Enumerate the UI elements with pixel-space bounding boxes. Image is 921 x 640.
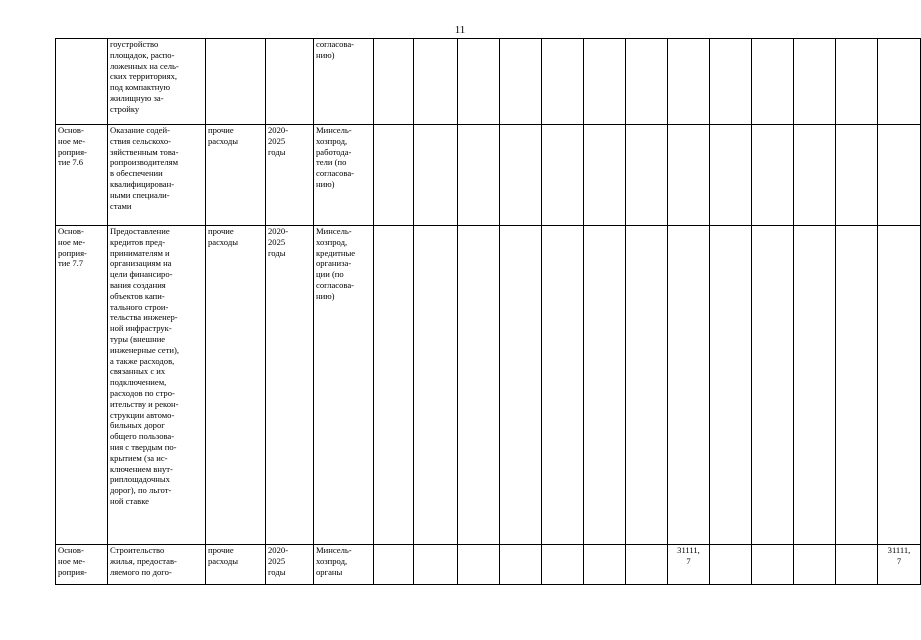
amount-cell bbox=[836, 226, 878, 545]
measure-code-cell: Основ- ное ме- роприя- тие 7.7 bbox=[56, 226, 108, 545]
executor-cell: согласова- нию) bbox=[314, 39, 374, 125]
executor-cell: Минсель- хозпрод, кредитные организа- ции (по согласова- нию) bbox=[314, 226, 374, 545]
amount-cell bbox=[584, 545, 626, 585]
amount-cell bbox=[626, 226, 668, 545]
amount-cell-total: 31111, 7 bbox=[878, 545, 921, 585]
amount-cell bbox=[794, 226, 836, 545]
amount-cell bbox=[584, 226, 626, 545]
amount-cell bbox=[752, 226, 794, 545]
cost-type-cell: прочие расходы bbox=[206, 125, 266, 226]
measure-name-cell: гоустройство площадок, распо- ложенных на сель- ских территориях, под компактную жилищную за- стройку bbox=[108, 39, 206, 125]
amount-cell bbox=[414, 125, 458, 226]
amount-cell bbox=[752, 39, 794, 125]
amount-cell bbox=[500, 39, 542, 125]
amount-cell bbox=[878, 39, 921, 125]
amount-cell bbox=[542, 226, 584, 545]
amount-cell bbox=[878, 226, 921, 545]
amount-cell bbox=[414, 545, 458, 585]
amount-cell bbox=[710, 545, 752, 585]
measure-code-cell bbox=[56, 39, 108, 125]
page-number: 11 bbox=[454, 24, 466, 36]
amount-cell bbox=[668, 39, 710, 125]
amount-cell bbox=[794, 39, 836, 125]
amount-cell bbox=[710, 39, 752, 125]
amount-cell bbox=[584, 39, 626, 125]
amount-cell bbox=[794, 125, 836, 226]
amount-cell bbox=[794, 545, 836, 585]
cost-type-cell: прочие расходы bbox=[206, 545, 266, 585]
period-cell: 2020- 2025 годы bbox=[266, 226, 314, 545]
period-cell bbox=[266, 39, 314, 125]
table-row bbox=[56, 545, 921, 585]
amount-cell bbox=[626, 125, 668, 226]
amount-cell-total: 31111, 7 bbox=[668, 545, 710, 585]
amount-cell bbox=[414, 226, 458, 545]
amount-cell bbox=[626, 545, 668, 585]
amount-cell bbox=[668, 226, 710, 545]
amount-cell bbox=[752, 545, 794, 585]
cost-type-cell: прочие расходы bbox=[206, 226, 266, 545]
amount-cell bbox=[836, 545, 878, 585]
measure-name-cell: Предоставление кредитов пред- принимателям и организациям на цели финансиро- вания создания объектов капи- тального строи- тельства инженер- ной инфраструк- туры (внешние инженерные сети), а также расходов, связанных с их подключением, расходов по стро- ительству и рекон- струкции автомо- бильных дорог общего пользова- ния с твердым по- крытием (за ис- ключением внут- риплощадочных дорог), по льгот- ной ставке bbox=[108, 226, 206, 545]
amount-cell bbox=[374, 226, 414, 545]
amount-cell bbox=[374, 545, 414, 585]
amount-cell bbox=[626, 39, 668, 125]
executor-cell: Минсель- хозпрод, работода- тели (по согласова- нию) bbox=[314, 125, 374, 226]
amount-cell bbox=[542, 39, 584, 125]
table-row bbox=[56, 226, 921, 545]
amount-cell bbox=[836, 39, 878, 125]
period-cell: 2020- 2025 годы bbox=[266, 545, 314, 585]
measure-code-cell: Основ- ное ме- роприя- тие 7.6 bbox=[56, 125, 108, 226]
amount-cell bbox=[500, 125, 542, 226]
budget-table bbox=[55, 38, 921, 585]
amount-cell bbox=[458, 125, 500, 226]
amount-cell bbox=[458, 226, 500, 545]
amount-cell bbox=[500, 226, 542, 545]
amount-cell bbox=[710, 125, 752, 226]
cost-type-cell bbox=[206, 39, 266, 125]
executor-cell: Минсель- хозпрод, органы bbox=[314, 545, 374, 585]
measure-code-cell: Основ- ное ме- роприя- bbox=[56, 545, 108, 585]
amount-cell bbox=[878, 125, 921, 226]
amount-cell bbox=[374, 125, 414, 226]
amount-cell bbox=[542, 545, 584, 585]
measure-name-cell: Строительство жилья, предостав- ляемого по дого- bbox=[108, 545, 206, 585]
period-cell: 2020- 2025 годы bbox=[266, 125, 314, 226]
table-row bbox=[56, 39, 921, 125]
table-row bbox=[56, 125, 921, 226]
amount-cell bbox=[374, 39, 414, 125]
amount-cell bbox=[752, 125, 794, 226]
amount-cell bbox=[836, 125, 878, 226]
amount-cell bbox=[414, 39, 458, 125]
amount-cell bbox=[458, 39, 500, 125]
amount-cell bbox=[710, 226, 752, 545]
amount-cell bbox=[458, 545, 500, 585]
amount-cell bbox=[584, 125, 626, 226]
measure-name-cell: Оказание содей- ствия сельскохо- зяйственным това- ропроизводителям в обеспечении квалифицирован- ными специали- стами bbox=[108, 125, 206, 226]
amount-cell bbox=[542, 125, 584, 226]
amount-cell bbox=[668, 125, 710, 226]
amount-cell bbox=[500, 545, 542, 585]
